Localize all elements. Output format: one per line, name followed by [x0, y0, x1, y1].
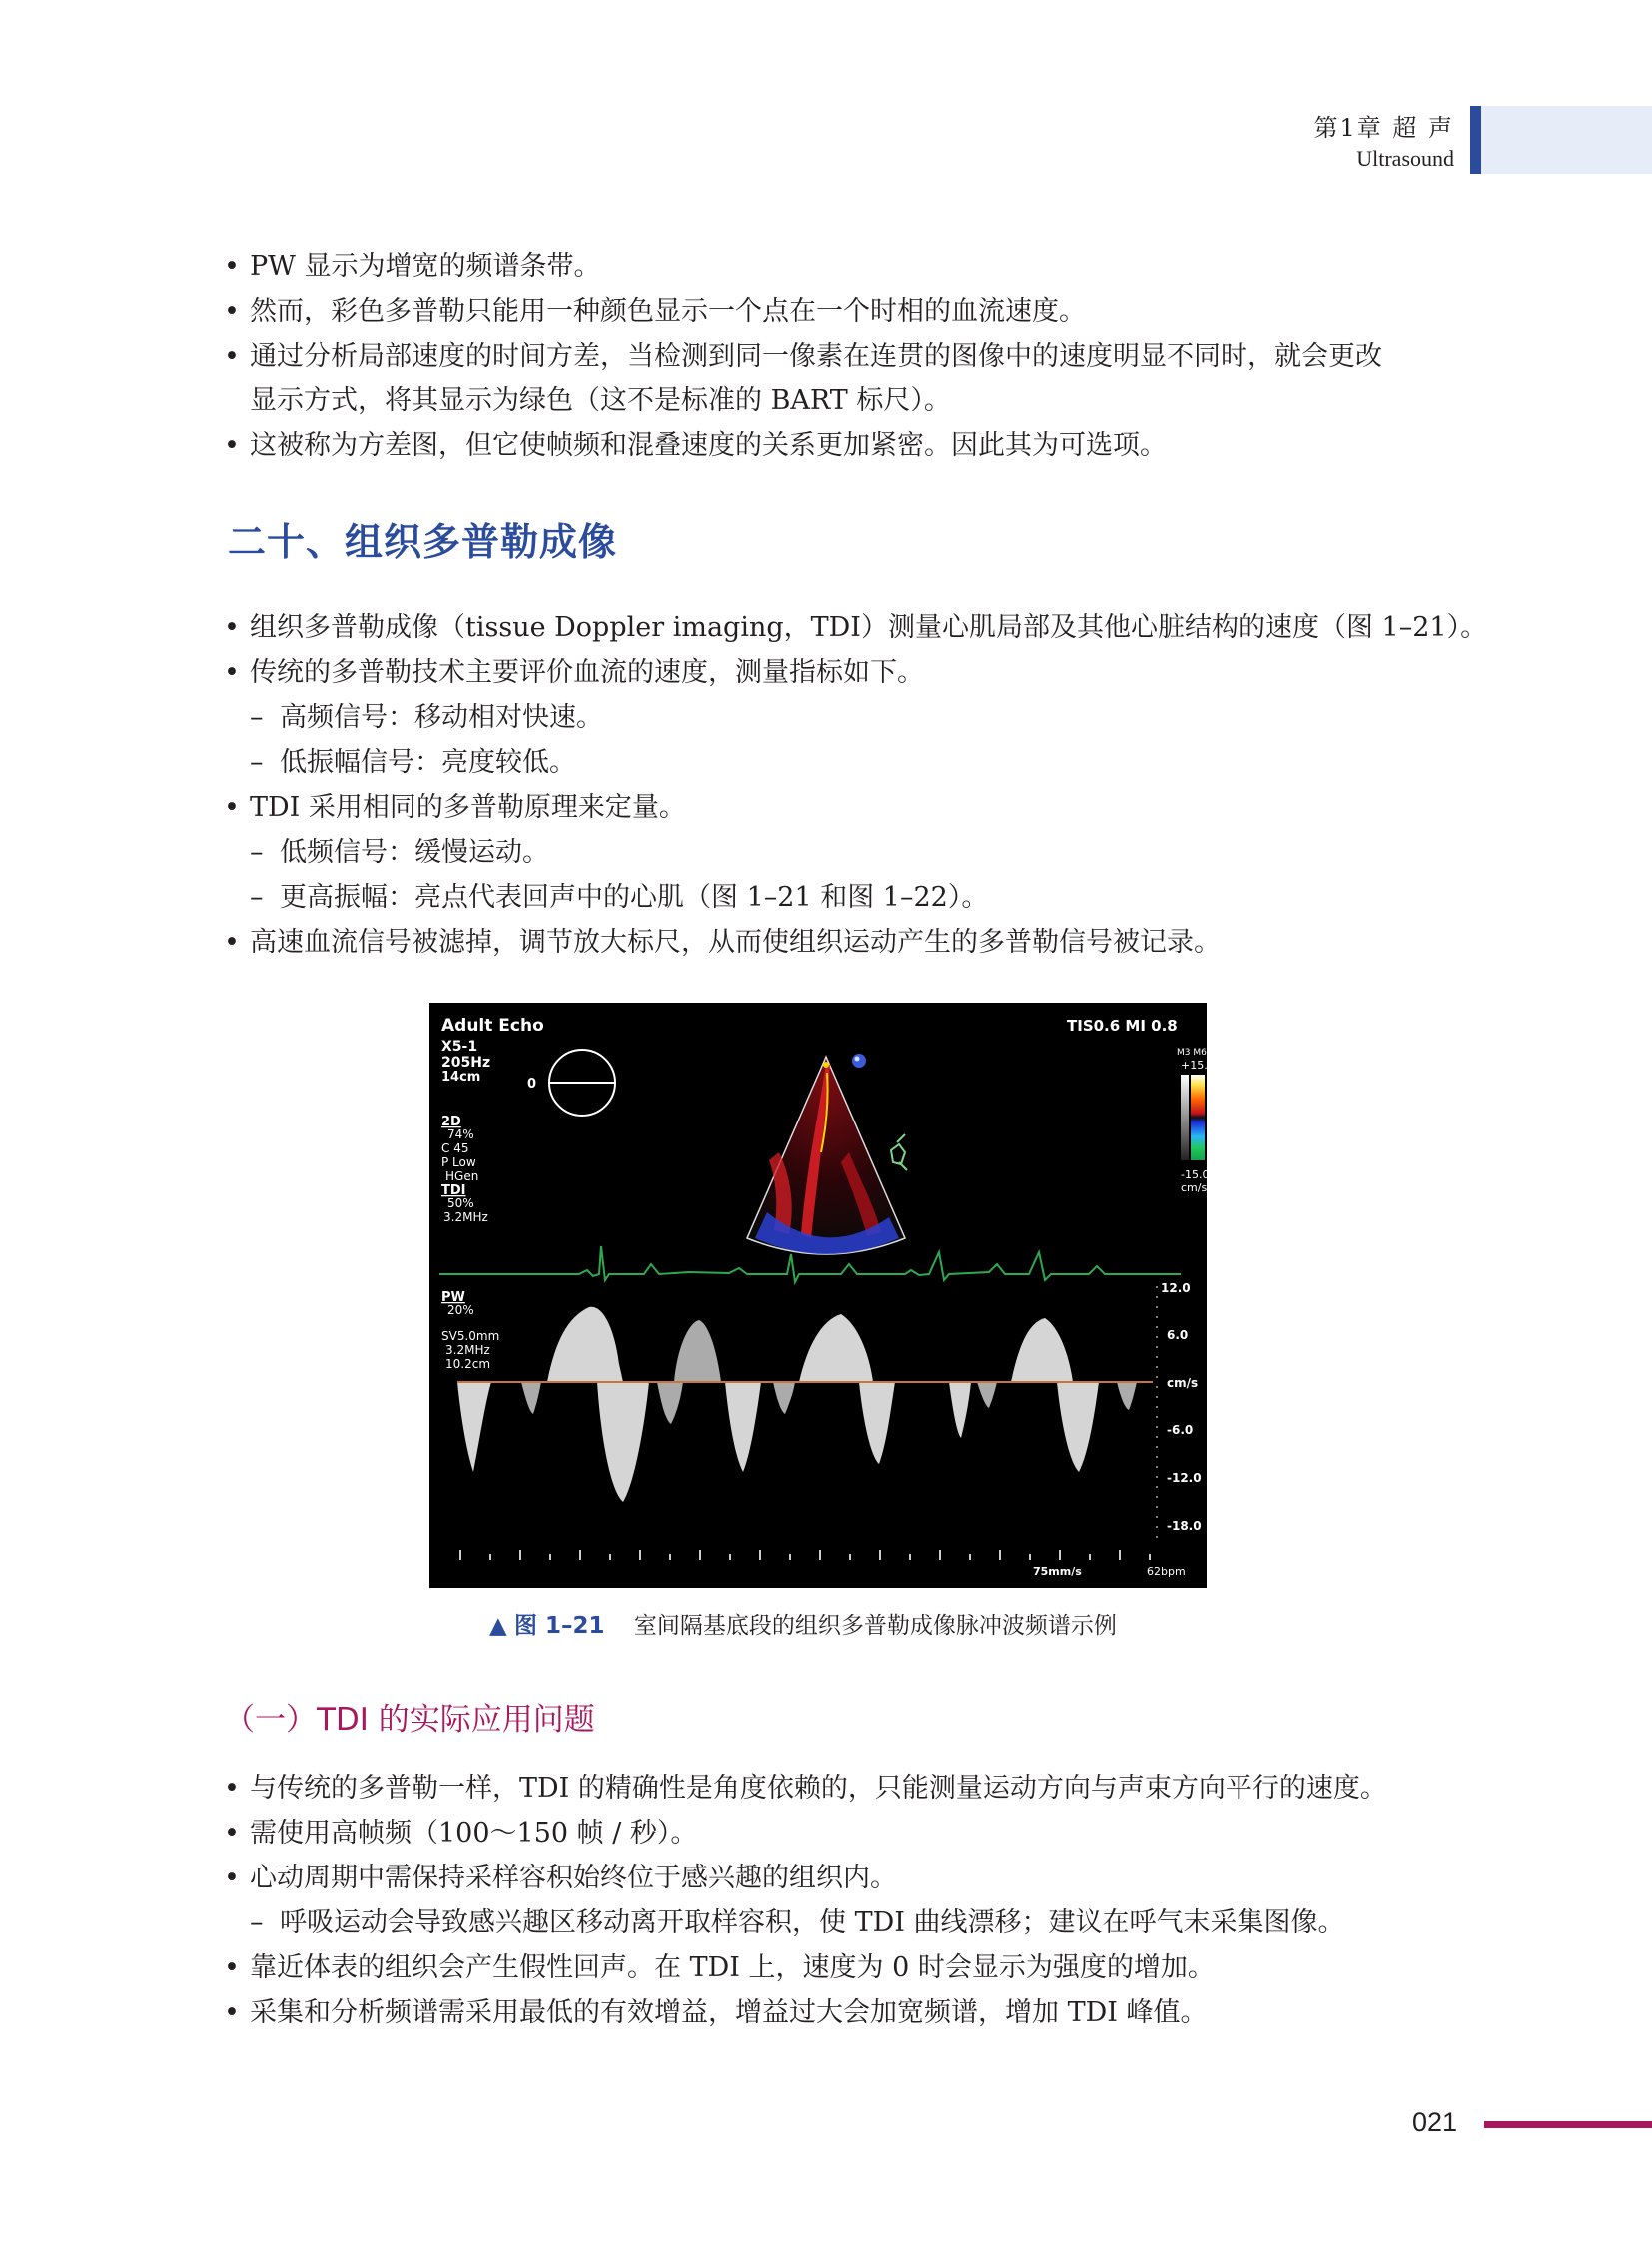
- list-item: • 采集和分析频谱需采用最低的有效增益，增益过大会加宽频谱，增加 TDI 峰值。: [224, 1990, 1472, 2035]
- settings-pw-gain: 20%: [447, 1303, 474, 1317]
- heart-position-icon: [891, 1134, 907, 1170]
- settings-pw-label: PW: [441, 1290, 465, 1305]
- probe-marker-icon: [852, 1054, 866, 1068]
- colorbar-max-label: +15.0: [1181, 1059, 1215, 1072]
- settings-2d-hgen: HGen: [445, 1169, 479, 1183]
- scale-tick-label: -6.0: [1167, 1423, 1194, 1437]
- list-item: • 这被称为方差图，但它使帧频和混叠速度的关系更加紧密。因此其为可选项。: [224, 423, 1472, 468]
- header-accent-bar: [1470, 106, 1481, 174]
- settings-tdi-label: TDI: [441, 1183, 466, 1198]
- frame-rate-label: 205Hz: [441, 1055, 491, 1071]
- list-item: • PW 显示为增宽的频谱条带。: [224, 244, 1472, 289]
- chapter-subtitle: Ultrasound: [1356, 146, 1454, 171]
- settings-2d-power: P Low: [441, 1155, 476, 1169]
- ultrasound-figure: [429, 1003, 1215, 1588]
- heart-rate-label: 62bpm: [1147, 1565, 1186, 1578]
- sub-list-item: – 更高振幅：亮点代表回声中的心肌（图 1–21 和图 1–22）。: [224, 875, 1472, 920]
- caption-triangle-icon: ▲: [489, 1613, 507, 1639]
- pw-spectrum: [457, 1307, 1137, 1502]
- intro-bullet-list: [224, 244, 1472, 468]
- list-item: • 需使用高帧频（100～150 帧 / 秒）。: [224, 1811, 1472, 1856]
- settings-tdi-gain: 50%: [447, 1196, 474, 1210]
- list-item: • 组织多普勒成像（tissue Doppler imaging，TDI）测量心肌局部及其他心脏结构的速度（图 1–21）。: [224, 605, 1472, 650]
- scale-tick-label: -18.0: [1167, 1519, 1202, 1533]
- list-item: • 心动周期中需保持采样容积始终位于感兴趣的组织内。: [224, 1856, 1472, 1900]
- list-item: • 与传统的多普勒一样，TDI 的精确性是角度依赖的，只能测量运动方向与声束方向平行的速度。: [224, 1766, 1472, 1811]
- color-scale-bar: [1177, 1048, 1215, 1194]
- subsection-heading: （一）TDI 的实际应用问题: [224, 1702, 595, 1738]
- section-bullet-list: [224, 605, 1488, 965]
- probe-label: X5-1: [441, 1039, 478, 1055]
- scale-tick-label: -12.0: [1167, 1471, 1202, 1485]
- list-item: • 通过分析局部速度的时间方差，当检测到同一像素在连贯的图像中的速度明显不同时，就会更改: [224, 334, 1472, 378]
- sweep-speed-label: 75mm/s: [1033, 1565, 1082, 1578]
- colorbar-unit-label: cm/s: [1181, 1181, 1208, 1194]
- sub-list-item: – 呼吸运动会导致感兴趣区移动离开取样容积，使 TDI 曲线漂移；建议在呼气末采集图像。: [224, 1900, 1472, 1945]
- sub-list-item: – 高频信号：移动相对快速。: [224, 695, 1472, 740]
- list-item-continuation: 显示方式，将其显示为绿色（这不是标准的 BART 标尺）。: [250, 385, 951, 416]
- colorbar-map-label: M3 M6: [1177, 1048, 1207, 1058]
- settings-2d-gain: 74%: [447, 1127, 474, 1141]
- header-band: [1470, 106, 1652, 174]
- settings-2d-label: 2D: [441, 1115, 461, 1129]
- chapter-title: 第1章 超 声: [1313, 114, 1454, 142]
- list-item: • 高速血流信号被滤掉，调节放大标尺，从而使组织运动产生的多普勒信号被记录。: [224, 920, 1472, 965]
- colorbar-min-label: -15.0: [1181, 1168, 1210, 1181]
- sub-list-item: – 低振幅信号：亮度较低。: [224, 740, 1472, 785]
- footer-accent-line: [1484, 2121, 1652, 2128]
- orientation-dial-icon: [527, 1050, 615, 1116]
- subsection-bullet-list: [224, 1766, 1472, 2035]
- caption-text: 室间隔基底段的组织多普勒成像脉冲波频谱示例: [633, 1613, 1117, 1639]
- list-item: • 靠近体表的组织会产生假性回声。在 TDI 上，速度为 0 时会显示为强度的增加。: [224, 1945, 1472, 1990]
- velocity-scale: [1157, 1281, 1202, 1542]
- settings-sv-freq: 3.2MHz: [445, 1343, 490, 1357]
- time-axis: [459, 1550, 1151, 1560]
- page-number: 021: [1412, 2107, 1458, 2137]
- caption-label: 图 1–21: [514, 1613, 605, 1639]
- scale-unit-label: cm/s: [1167, 1376, 1199, 1390]
- figure-caption: [489, 1607, 1117, 1640]
- settings-sv-depth: 10.2cm: [445, 1357, 491, 1371]
- settings-2d-compress: C 45: [441, 1141, 469, 1155]
- color-doppler-sector: [747, 1057, 905, 1254]
- tis-mi-label: TIS0.6 MI 0.8: [1067, 1017, 1178, 1035]
- list-item: • 然而，彩色多普勒只能用一种颜色显示一个点在一个时相的血流速度。: [224, 289, 1472, 334]
- settings-sv-size: SV5.0mm: [441, 1329, 500, 1343]
- scale-tick-label: 6.0: [1167, 1328, 1189, 1342]
- depth-label: 14cm: [441, 1070, 481, 1085]
- list-item: • TDI 采用相同的多普勒原理来定量。: [224, 785, 1472, 830]
- scale-tick-label: 12.0: [1161, 1281, 1191, 1295]
- list-item: • 传统的多普勒技术主要评价血流的速度，测量指标如下。: [224, 650, 1472, 695]
- section-heading: 二十、组织多普勒成像: [228, 520, 618, 564]
- sub-list-item: – 低频信号：缓慢运动。: [224, 830, 1472, 875]
- settings-tdi-freq: 3.2MHz: [443, 1210, 488, 1224]
- dial-zero-label: 0: [527, 1077, 537, 1092]
- echo-title: Adult Echo: [441, 1016, 544, 1036]
